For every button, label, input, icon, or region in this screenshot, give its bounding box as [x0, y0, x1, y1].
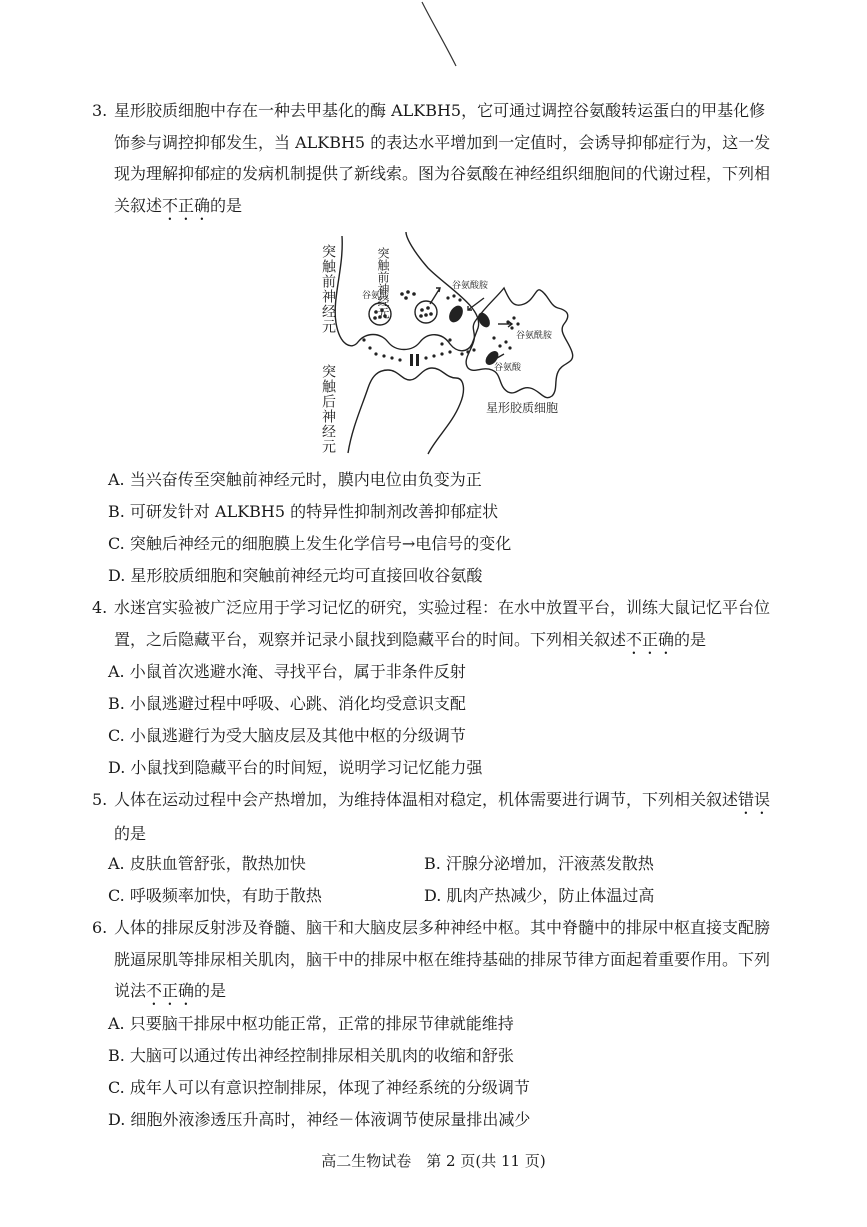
page-footer: 高二生物试卷 第 2 页(共 11 页) — [321, 1152, 546, 1170]
question-4 — [92, 592, 772, 658]
label-glutamate-2: 谷氨酸 — [494, 363, 522, 373]
question-6 — [92, 912, 772, 1009]
option-4d: D. 小鼠找到隐藏平台的时间短，说明学习记忆能力强 — [108, 758, 483, 777]
label-presynaptic-vertical: 突触前神经元 — [320, 244, 336, 334]
question-stem: 人体在运动过程中会产热增加，为维持体温相对稳定，机体需要进行调节，下列相关叙述错误的是 — [114, 790, 771, 843]
question-number: 6. — [92, 918, 108, 937]
option-5c: C. 呼吸频率加快，有助于散热 — [108, 886, 322, 905]
option-3a: A. 当兴奋传至突触前神经元时，膜内电位由负变为正 — [108, 470, 482, 489]
glutamate-metabolism-diagram — [318, 228, 598, 456]
label-transporter-1: 谷氨酸胺 — [452, 281, 489, 291]
label-glutamate-1: 谷氨酸 — [362, 291, 390, 301]
question-number: 3. — [92, 101, 108, 120]
question-number: 4. — [92, 598, 108, 617]
option-4a: A. 小鼠首次逃避水淹、寻找平台，属于非条件反射 — [108, 662, 466, 681]
option-4c: C. 小鼠逃避行为受大脑皮层及其他中枢的分级调节 — [108, 726, 466, 745]
question-stem: 水迷宫实验被广泛应用于学习记忆的研究，实验过程：在水中放置平台，训练大鼠记忆平台位置，之后隐藏平台，观察并记录小鼠找到隐藏平台的时间。下列相关叙述不正确的是 — [114, 598, 771, 649]
question-stem: 人体的排尿反射涉及脊髓、脑干和大脑皮层多种神经中枢。其中脊髓中的排尿中枢直接支配膀胱逼尿肌等排尿相关肌肉，脑干中的排尿中枢在维持基础的排尿节律方面起着重要作用。下列说法不正确的是 — [114, 918, 771, 1000]
option-5a: A. 皮肤血管舒张，散热加快 — [108, 854, 306, 873]
option-4b: B. 小鼠逃避过程中呼吸、心跳、消化均受意识支配 — [108, 694, 466, 713]
label-presynaptic: 突触前神经元 — [318, 247, 390, 261]
pencil-mark — [420, 0, 460, 70]
option-6c: C. 成年人可以有意识控制排尿，体现了神经系统的分级调节 — [108, 1078, 530, 1097]
label-astrocyte: 星形胶质细胞 — [486, 401, 559, 415]
option-3d: D. 星形胶质细胞和突触前神经元均可直接回收谷氨酸 — [108, 566, 483, 585]
option-5b: B. 汗腺分泌增加，汗液蒸发散热 — [424, 854, 654, 873]
question-stem: 星形胶质细胞中存在一种去甲基化的酶 ALKBH5，它可通过调控谷氨酸转运蛋白的甲基化修饰参与调控抑郁发生，当 ALKBH5 的表达水平增加到一定值时，会诱导抑郁症行为，这一发现为理解抑郁症的发病机制提供了新线索。图为谷氨酸在神经组织细胞间的代谢过程，下列相关叙述不正确的是 — [114, 101, 771, 215]
option-6b: B. 大脑可以通过传出神经控制排尿相关肌肉的收缩和舒张 — [108, 1046, 514, 1065]
option-3b: B. 可研发针对 ALKBH5 的特异性抑制剂改善抑郁症状 — [108, 502, 499, 521]
emphasis-text: 不正确 — [146, 981, 195, 1000]
question-5 — [92, 784, 772, 850]
option-5d: D. 肌肉产热减少，防止体温过高 — [424, 886, 655, 905]
label-postsynaptic-vertical: 突触后神经元 — [320, 364, 336, 454]
option-6d: D. 细胞外液渗透压升高时，神经－体液调节使尿量排出减少 — [108, 1110, 531, 1129]
question-number: 5. — [92, 790, 108, 809]
option-6a: A. 只要脑干排尿中枢功能正常，正常的排尿节律就能维持 — [108, 1014, 514, 1033]
emphasis-text: 不正确 — [162, 195, 211, 215]
emphasis-text: 错误 — [738, 790, 771, 809]
option-3c: C. 突触后神经元的细胞膜上发生化学信号→电信号的变化 — [108, 534, 512, 553]
emphasis-text: 不正确 — [626, 629, 675, 649]
question-3 — [92, 95, 772, 224]
label-transporter-2: 谷氨酰胺 — [516, 331, 553, 341]
